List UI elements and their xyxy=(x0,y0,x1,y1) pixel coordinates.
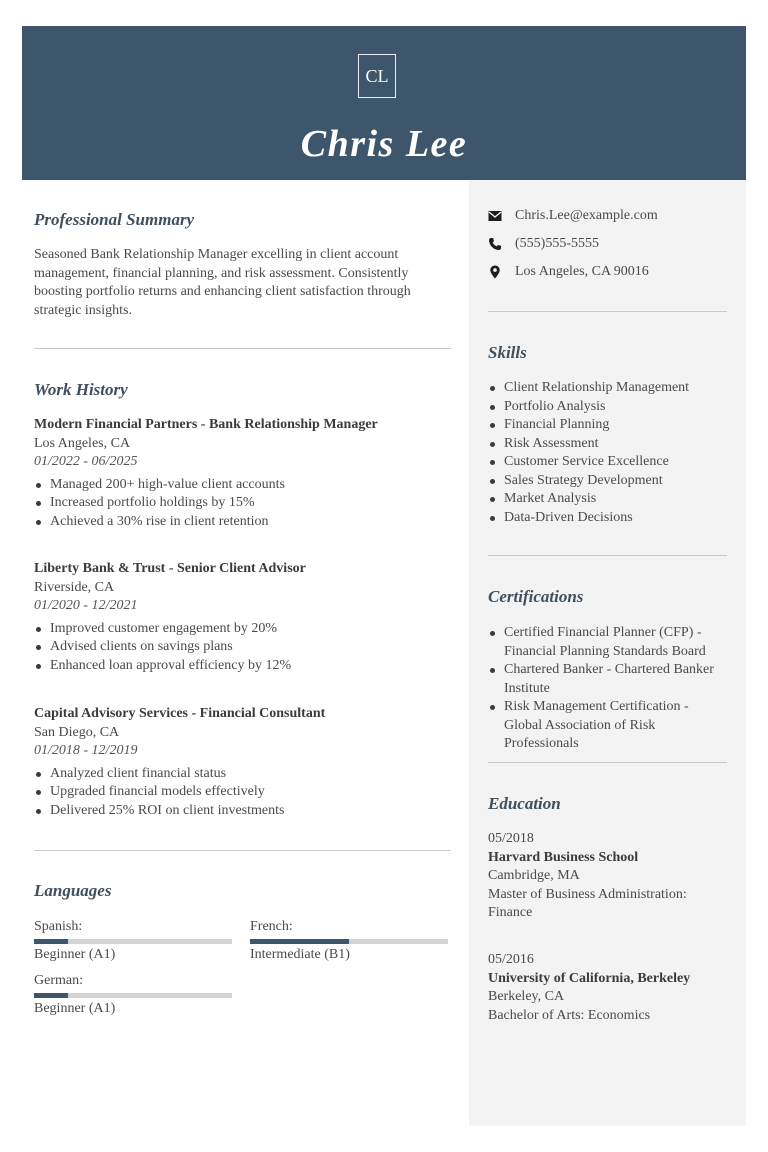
job-location: Riverside, CA xyxy=(34,579,115,595)
map-pin-icon xyxy=(488,265,502,279)
job-entry xyxy=(34,560,451,675)
education-date: 05/2018 xyxy=(488,831,534,846)
languages-heading: Languages xyxy=(34,881,112,900)
job-title: Modern Financial Partners - Bank Relationship Manager xyxy=(34,417,378,432)
education-heading: Education xyxy=(488,794,561,813)
skill-item: Sales Strategy Development xyxy=(488,472,727,491)
language-name: German: xyxy=(34,973,83,988)
skill-item: Financial Planning xyxy=(488,416,727,435)
work-heading: Work History xyxy=(34,380,128,399)
job-location: San Diego, CA xyxy=(34,724,120,740)
divider xyxy=(34,348,451,349)
language-item xyxy=(34,918,232,965)
education-entry xyxy=(488,951,708,1025)
phone-icon xyxy=(488,237,502,251)
contact-location xyxy=(488,264,649,280)
skill-item: Risk Assessment xyxy=(488,435,727,454)
certifications-heading: Certifications xyxy=(488,587,584,606)
language-level-fill xyxy=(34,939,68,944)
candidate-name: Chris Lee xyxy=(300,123,468,165)
language-level: Beginner (A1) xyxy=(34,947,116,962)
job-bullet: Analyzed client financial status xyxy=(34,765,451,784)
resume-header xyxy=(22,26,746,180)
skill-item: Portfolio Analysis xyxy=(488,398,727,417)
language-level-fill xyxy=(34,993,68,998)
education-entry xyxy=(488,830,708,923)
divider xyxy=(488,311,727,312)
language-level: Intermediate (B1) xyxy=(250,947,350,962)
language-item xyxy=(34,972,232,1019)
certification-item: Risk Management Certification - Global Association of Risk Professionals xyxy=(488,698,727,754)
summary-text: Seasoned Bank Relationship Manager excelling in client account management, financial planning, and risk assessment. Consistently boosting portfolio returns and enhancing client satisfaction through strategic insights. xyxy=(34,247,411,318)
language-level-bar xyxy=(34,939,232,944)
certifications-list xyxy=(488,624,727,754)
language-name: Spanish: xyxy=(34,919,83,934)
job-bullet: Upgraded financial models effectively xyxy=(34,783,451,802)
language-level-fill xyxy=(250,939,349,944)
contact-phone xyxy=(488,236,599,252)
language-level-bar xyxy=(34,993,232,998)
job-dates: 01/2022 - 06/2025 xyxy=(34,454,138,470)
job-bullet: Enhanced loan approval efficiency by 12% xyxy=(34,657,451,676)
certification-item: Certified Financial Planner (CFP) - Financial Planning Standards Board xyxy=(488,624,727,661)
education-date: 05/2016 xyxy=(488,952,534,967)
job-bullet: Achieved a 30% rise in client retention xyxy=(34,513,451,532)
summary-heading: Professional Summary xyxy=(34,210,195,229)
job-bullets xyxy=(34,765,451,821)
skill-item: Market Analysis xyxy=(488,490,727,509)
language-level: Beginner (A1) xyxy=(34,1001,116,1016)
envelope-icon xyxy=(488,209,502,223)
education-degree: Master of Business Administration: Finance xyxy=(488,886,687,921)
email-text: Chris.Lee@example.com xyxy=(515,208,658,223)
education-location: Berkeley, CA xyxy=(488,989,565,1005)
job-entry xyxy=(34,416,451,531)
job-location: Los Angeles, CA xyxy=(34,435,131,451)
phone-text: (555)555-5555 xyxy=(515,236,599,251)
skill-item: Customer Service Excellence xyxy=(488,453,727,472)
job-bullet: Advised clients on savings plans xyxy=(34,638,451,657)
language-name: French: xyxy=(250,919,293,934)
divider xyxy=(488,555,727,556)
job-bullets xyxy=(34,476,451,532)
job-dates: 01/2018 - 12/2019 xyxy=(34,743,138,759)
job-title: Liberty Bank & Trust - Senior Client Advisor xyxy=(34,561,306,576)
skill-item: Client Relationship Management xyxy=(488,379,727,398)
divider xyxy=(488,762,727,763)
language-level-bar xyxy=(250,939,448,944)
skills-heading: Skills xyxy=(488,343,527,362)
skills-list xyxy=(488,379,727,527)
job-bullet: Improved customer engagement by 20% xyxy=(34,620,451,639)
job-entry xyxy=(34,705,451,820)
language-item xyxy=(250,918,448,965)
job-bullet: Increased portfolio holdings by 15% xyxy=(34,494,451,513)
certification-item: Chartered Banker - Chartered Banker Institute xyxy=(488,661,727,698)
location-text: Los Angeles, CA 90016 xyxy=(515,264,649,279)
job-title: Capital Advisory Services - Financial Consultant xyxy=(34,706,326,721)
skill-item: Data-Driven Decisions xyxy=(488,509,727,528)
education-school: University of California, Berkeley xyxy=(488,970,691,986)
divider xyxy=(34,850,451,851)
job-bullet: Managed 200+ high-value client accounts xyxy=(34,476,451,495)
education-location: Cambridge, MA xyxy=(488,868,580,884)
job-bullet: Delivered 25% ROI on client investments xyxy=(34,802,451,821)
job-bullets xyxy=(34,620,451,676)
job-dates: 01/2020 - 12/2021 xyxy=(34,598,138,614)
education-degree: Bachelor of Arts: Economics xyxy=(488,1007,651,1023)
education-school: Harvard Business School xyxy=(488,849,639,865)
monogram: CL xyxy=(358,54,396,98)
contact-email xyxy=(488,208,658,224)
